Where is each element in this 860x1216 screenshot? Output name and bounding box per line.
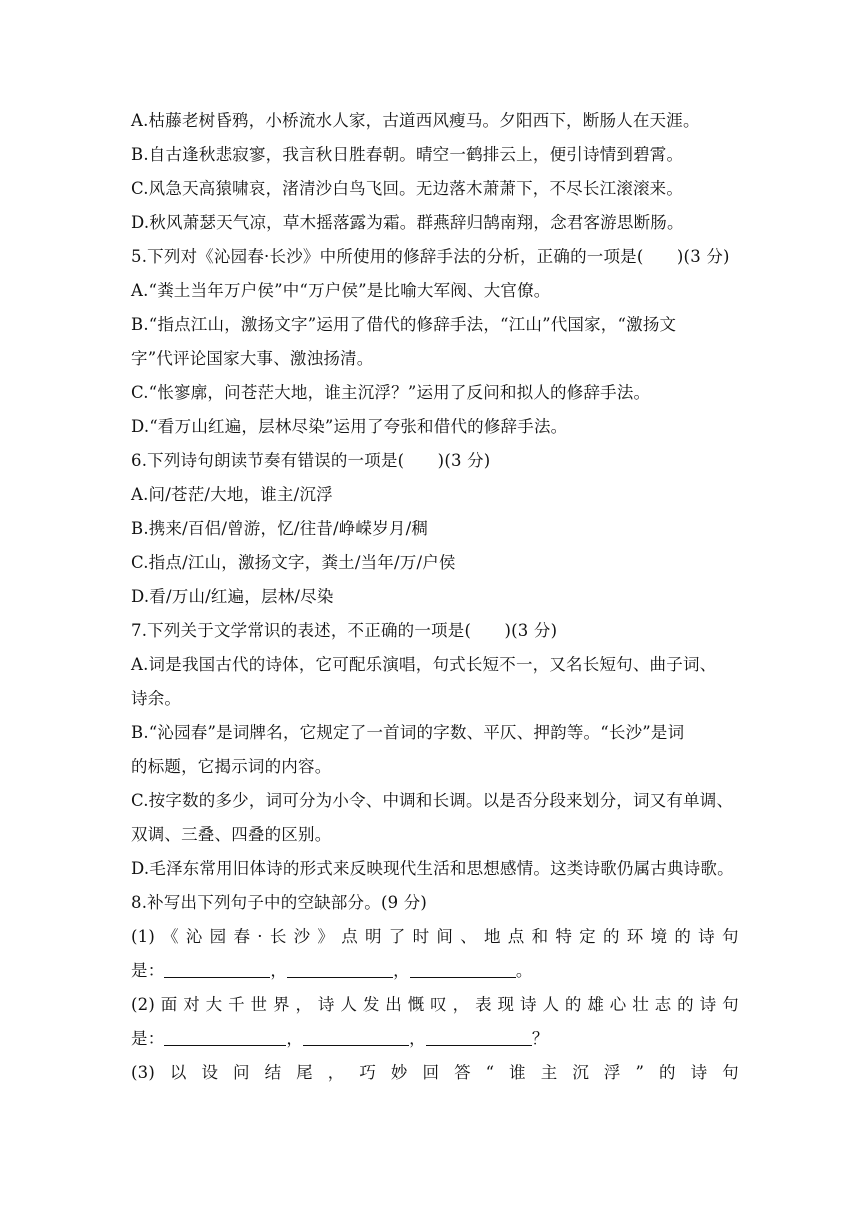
- q7-option-d: D.毛泽东常用旧体诗的形式来反映现代生活和思想感情。这类诗歌仍属古典诗歌。: [131, 859, 734, 878]
- justified-char: 答: [454, 1063, 471, 1082]
- q8-part1-prefix: 是：: [131, 961, 165, 980]
- answer-blank[interactable]: [164, 1029, 286, 1046]
- q7-option-b-line2: 的标题，它揭示词的内容。: [131, 757, 332, 776]
- justified-char: 点: [507, 927, 525, 946]
- justified-char: 、: [460, 927, 477, 946]
- justified-char: 长: [269, 927, 287, 946]
- justified-char: 明: [365, 927, 382, 946]
- justified-char: 沁: [185, 927, 203, 946]
- separator: ，: [409, 1029, 426, 1048]
- justified-char: 定: [579, 927, 596, 946]
- justified-char: 春: [233, 927, 251, 946]
- justified-char: 的: [677, 995, 694, 1014]
- justified-char: 大: [205, 995, 223, 1014]
- q5-stem: 5.下列对《沁园春·长沙》中所使用的修辞手法的分析，正确的一项是( )(3 分): [131, 247, 730, 266]
- justified-char: 诗: [699, 995, 717, 1014]
- justified-char: 志: [654, 995, 672, 1014]
- justified-char: 巧: [359, 1063, 377, 1082]
- justified-char: “: [485, 1063, 495, 1082]
- justified-char: ，: [295, 995, 313, 1014]
- q4-option-b: B.自古逢秋悲寂寥，我言秋日胜春朝。晴空一鹤排云上，便引诗情到碧霄。: [131, 145, 684, 164]
- q7-option-c-line1: C.按字数的多少，词可分为小令、中调和长调。以是否分段来划分，词又有单调、: [131, 791, 734, 810]
- q8-part3-line1: [131, 1063, 739, 1083]
- justified-char: 沙: [293, 927, 311, 946]
- justified-char: 诗: [690, 1063, 708, 1082]
- justified-char: 句: [721, 927, 739, 946]
- q7-option-b-line1: B.“沁园春”是词牌名，它规定了一首词的字数、平仄、押韵等。“长沙”是词: [131, 723, 685, 742]
- q7-option-a-line1: A.词是我国古代的诗体，它可配乐演唱，句式长短不一，又名长短句、曲子词、: [131, 655, 717, 674]
- q8-stem: 8.补写出下列句子中的空缺部分。(9 分): [131, 893, 428, 912]
- justified-char: 尾: [296, 1063, 313, 1082]
- justified-char: 的: [602, 927, 620, 946]
- justified-char: 《: [162, 927, 179, 946]
- q5-option-b-line1: B.“指点江山，激扬文字”运用了借代的修辞手法，“江山”代国家，“激扬文: [131, 315, 677, 334]
- answer-blank[interactable]: [426, 1029, 532, 1046]
- end-punctuation: 。: [515, 961, 533, 980]
- justified-char: 点: [341, 927, 358, 946]
- justified-char: 壮: [632, 995, 649, 1014]
- justified-char: 诗: [519, 995, 537, 1014]
- q4-option-a: A.枯藤老树昏鸦，小桥流水人家，古道西风瘦马。夕阳西下，断肠人在天涯。: [131, 111, 700, 130]
- justified-char: ，: [452, 995, 470, 1014]
- justified-char: 特: [555, 927, 573, 946]
- q5-option-a: A.“粪土当年万户侯”中“万户侯”是比喻大军阀、大官僚。: [131, 281, 551, 300]
- q6-option-c: C.指点/江山，激扬文字，粪土/当年/万/户侯: [131, 553, 456, 572]
- justified-char: 人: [542, 995, 560, 1014]
- justified-char: 和: [531, 927, 549, 946]
- answer-blank[interactable]: [164, 961, 270, 978]
- q7-option-a-line2: 诗余。: [131, 689, 182, 708]
- q5-option-b-line2: 字”代评论国家大事、激浊扬清。: [131, 349, 374, 368]
- q8-part2-line1: [131, 995, 739, 1015]
- justified-char: 结: [264, 1063, 282, 1082]
- separator: ，: [270, 961, 288, 980]
- justified-char: 时: [412, 927, 430, 946]
- justified-char: 句: [722, 1063, 739, 1082]
- justified-char: 以: [169, 1063, 187, 1082]
- justified-char: 心: [609, 995, 627, 1014]
- answer-blank[interactable]: [410, 961, 516, 978]
- q5-option-d: D.“看万山红遍，层林尽染”运用了夸张和借代的修辞手法。: [131, 417, 568, 436]
- justified-char: 慨: [407, 995, 425, 1014]
- q5-option-c: C.“怅寥廓，问苍茫大地，谁主沉浮？”运用了反问和拟人的修辞手法。: [131, 383, 651, 402]
- justified-char: (3): [131, 1063, 155, 1082]
- justified-char: 主: [540, 1063, 558, 1082]
- q8-part2-prefix: 是：: [131, 1029, 165, 1048]
- justified-char: 发: [362, 995, 380, 1014]
- justified-char: 的: [674, 927, 692, 946]
- justified-char: ，: [327, 1063, 345, 1082]
- justified-char: 妙: [390, 1063, 408, 1082]
- justified-char: 》: [317, 927, 335, 946]
- justified-char: 环: [626, 927, 644, 946]
- q4-option-d: D.秋风萧瑟天气凉，草木摇落露为霜。群燕辞归鹄南翔，念君客游思断肠。: [131, 213, 684, 232]
- justified-char: 设: [201, 1063, 219, 1082]
- justified-char: ·: [257, 927, 263, 946]
- justified-char: 的: [564, 995, 582, 1014]
- justified-char: 千: [228, 995, 245, 1014]
- justified-char: 浮: [603, 1063, 621, 1082]
- separator: ，: [393, 961, 410, 980]
- q8-part1-line1: [131, 927, 739, 947]
- justified-char: (1): [131, 927, 155, 946]
- q6-option-a: A.问/苍茫/大地，谁主/沉浮: [131, 485, 333, 504]
- justified-char: 园: [209, 927, 227, 946]
- justified-char: 境: [650, 927, 668, 946]
- q8-part2-line2: [131, 1029, 549, 1049]
- q6-option-b: B.携来/百侣/曾游，忆/往昔/峥嵘岁月/稠: [131, 519, 429, 538]
- justified-char: 现: [497, 995, 515, 1014]
- q4-option-c: C.风急天高猿啸哀，渚清沙白鸟飞回。无边落木萧萧下，不尽长江滚滚来。: [131, 179, 684, 198]
- justified-char: 句: [722, 995, 739, 1014]
- justified-char: 叹: [430, 995, 447, 1014]
- answer-blank[interactable]: [303, 1029, 409, 1046]
- justified-char: 表: [475, 995, 492, 1014]
- justified-char: (2): [131, 995, 155, 1014]
- end-punctuation: ？: [531, 1029, 549, 1048]
- justified-char: 问: [233, 1063, 250, 1082]
- justified-char: 了: [388, 927, 406, 946]
- justified-char: 地: [483, 927, 501, 946]
- justified-char: 对: [183, 995, 200, 1014]
- q7-stem: 7.下列关于文学常识的表述，不正确的一项是( )(3 分): [131, 621, 558, 640]
- justified-char: 界: [273, 995, 290, 1014]
- justified-char: 雄: [587, 995, 605, 1014]
- justified-char: ”: [635, 1063, 645, 1082]
- justified-char: 面: [160, 995, 178, 1014]
- justified-char: 沉: [572, 1063, 590, 1082]
- justified-char: 世: [250, 995, 268, 1014]
- q6-option-d: D.看/万山/红遍，层林/尽染: [131, 587, 334, 606]
- justified-char: 回: [422, 1063, 440, 1082]
- answer-blank[interactable]: [287, 961, 393, 978]
- justified-char: 间: [436, 927, 454, 946]
- justified-char: 出: [385, 995, 402, 1014]
- justified-char: 人: [340, 995, 358, 1014]
- justified-char: 的: [658, 1063, 676, 1082]
- justified-char: 诗: [698, 927, 715, 946]
- q8-part1-line2: [131, 961, 533, 981]
- justified-char: 诗: [317, 995, 335, 1014]
- separator: ，: [286, 1029, 304, 1048]
- q7-option-c-line2: 双调、三叠、四叠的区别。: [131, 825, 332, 844]
- justified-char: 谁: [509, 1063, 526, 1082]
- q6-stem: 6.下列诗句朗读节奏有错误的一项是( )(3 分): [131, 451, 491, 470]
